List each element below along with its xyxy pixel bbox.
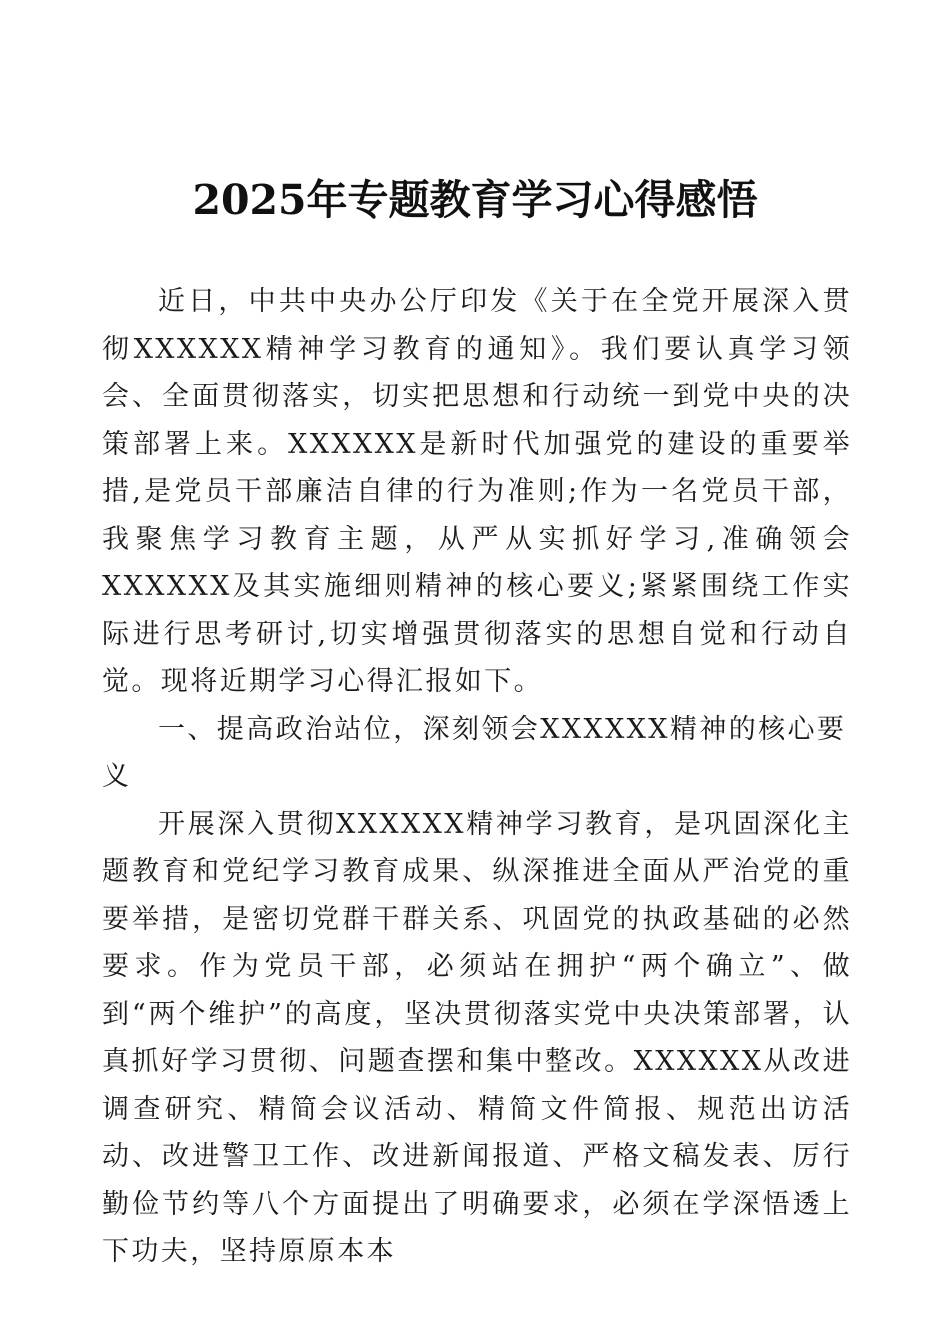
paragraph-intro: 近日，中共中央办公厅印发《关于在全党开展深入贯彻XXXXXX精神学习教育的通知》。我们要认真学习领会、全面贯彻落实，切实把思想和行动统一到党中央的决策部署上来。XXXXXX是新时代加强党的建设的重要举措,是党员干部廉洁自律的行为准则;作为一名党员干部，我聚焦学习教育主题，从严从实抓好学习,准确领会XXXXXX及其实施细则精神的核心要义;紧紧围绕工作实际进行思考研讨,切实增强贯彻落实的思想自觉和行动自觉。现将近期学习心得汇报如下。: [102, 286, 852, 697]
section-heading-1: 一、提高政治站位，深刻领会XXXXXX精神的核心要义: [102, 713, 847, 792]
document-body: [102, 278, 852, 1276]
document-title: 2025年专题教育学习心得感悟: [192, 176, 758, 224]
paragraph-section-1: 开展深入贯彻XXXXXX精神学习教育，是巩固深化主题教育和党纪学习教育成果、纵深推进全面从严治党的重要举措，是密切党群干群关系、巩固党的执政基础的必然要求。作为党员干部，必须站在拥护“两个确立”、做到“两个维护”的高度，坚决贯彻落实党中央决策部署，认真抓好学习贯彻、问题查摆和集中整改。XXXXXX从改进调查研究、精简会议活动、精简文件简报、规范出访活动、改进警卫工作、改进新闻报道、严格文稿发表、厉行勤俭节约等八个方面提出了明确要求，必须在学深悟透上下功夫，坚持原原本本: [102, 808, 852, 1267]
